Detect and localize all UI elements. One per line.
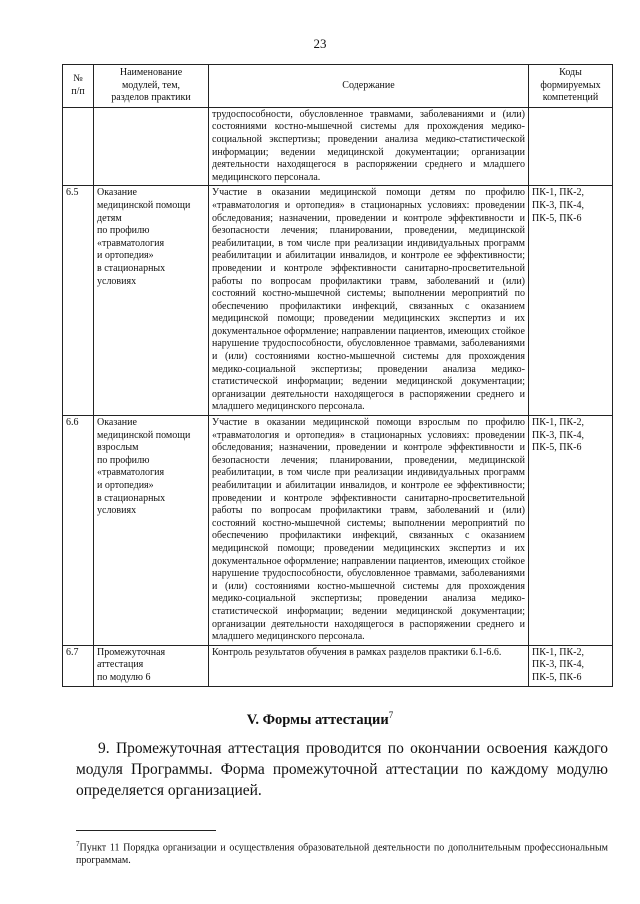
row-codes	[529, 107, 613, 186]
header-num: № п/п	[63, 65, 94, 108]
section-heading	[0, 710, 640, 729]
row-codes: ПК-1, ПК-2, ПК-3, ПК-4, ПК-5, ПК-6	[529, 645, 613, 686]
row-num	[63, 107, 94, 186]
row-content: Контроль результатов обучения в рамках разделов практики 6.1-6.6.	[209, 645, 529, 686]
header-content: Содержание	[209, 65, 529, 108]
section-heading-text: V. Формы аттестации	[246, 711, 389, 728]
table-row	[63, 186, 613, 416]
footnote-mark: 7	[76, 840, 80, 848]
footnote-divider	[76, 830, 216, 831]
row-num: 6.7	[63, 645, 94, 686]
table-row	[63, 416, 613, 646]
header-module: Наименование модулей, тем, разделов практики	[94, 65, 209, 108]
row-content: трудоспособности, обусловленное травмами, заболеваниями и (или) состояниями костно-мышечной системы для прохождения медико-социальной экспертизы; проведении анализа медико-статистической информации; ведении медицинской документации; организации деятельности находящегося в распоряжении среднего и младшего медицинского персонала.	[209, 107, 529, 186]
header-codes: Коды формируемых компетенций	[529, 65, 613, 108]
row-num: 6.6	[63, 416, 94, 646]
row-codes: ПК-1, ПК-2, ПК-3, ПК-4, ПК-5, ПК-6	[529, 416, 613, 646]
body-paragraph: 9. Промежуточная аттестация проводится по окончании освоения каждого модуля Программы. Форма промежуточной аттестации по каждому модулю определяется организацией.	[76, 740, 608, 799]
row-content: Участие в оказании медицинской помощи детям по профилю «травматология и ортопедия» в стационарных условиях: проведении обследования; назначении, проведении и контроле эффективности и безопасности лечения; планировании, проведении, медицинской реабилитации, в том числе при реализации индивидуальных программ реабилитации и абилитации инвалидов, и контроле ее эффективности; проведении и контроле эффективности санитарно-просветительной работы по вопросам профилактики травм, заболеваний и (или) состояний костно-мышечной системы; выполнении мероприятий по обеспечению профилактики инфекций, связанных с оказанием медицинской помощи; проведении медицинских экспертиз и их документальное оформление; направлении пациентов, имеющих стойкое нарушение трудоспособности, обусловленное травмами, заболеваниями и (или) состояниями костно-мышечной системы для прохождения медико-социальной экспертизы; проведении анализа медико-статистической информации; ведении медицинской документации; организации деятельности находящегося в распоряжении среднего и младшего медицинского персонала.	[209, 186, 529, 416]
table-header-row	[63, 65, 613, 108]
row-codes: ПК-1, ПК-2, ПК-3, ПК-4, ПК-5, ПК-6	[529, 186, 613, 416]
row-module: Оказание медицинской помощи взрослым по профилю «травматология и ортопедия» в стационарных условиях	[94, 416, 209, 646]
row-module: Промежуточная аттестация по модулю 6	[94, 645, 209, 686]
footnote-text: Пункт 11 Порядка организации и осуществления образовательной деятельности по дополнительным профессиональным программам.	[76, 842, 608, 867]
row-content: Участие в оказании медицинской помощи взрослым по профилю «травматология и ортопедия» в стационарных условиях: проведении обследования; назначении, проведении и контроле эффективности и безопасности лечения; планировании, проведении, медицинской реабилитации, в том числе при реализации индивидуальных программ реабилитации и абилитации инвалидов, и контроле ее эффективности; проведении и контроле эффективности санитарно-просветительной работы по вопросам профилактики травм, заболеваний и (или) состояний костно-мышечной системы; выполнении мероприятий по обеспечению профилактики инфекций, связанных с оказанием медицинской помощи; проведении медицинских экспертиз и их документальное оформление; направлении пациентов, имеющих стойкое нарушение трудоспособности, обусловленное травмами, заболеваниями и (или) состояниями костно-мышечной системы для прохождения медико-социальной экспертизы; проведении анализа медико-статистической информации; ведении медицинской документации; организации деятельности находящегося в распоряжении среднего и младшего медицинского персонала.	[209, 416, 529, 646]
footnote-reference: 7	[388, 710, 394, 720]
page-number: 23	[313, 36, 327, 51]
row-module: Оказание медицинской помощи детям по профилю «травматология и ортопедия» в стационарных условиях	[94, 186, 209, 416]
footnote	[76, 838, 608, 867]
row-num: 6.5	[63, 186, 94, 416]
row-module	[94, 107, 209, 186]
table-row	[63, 107, 613, 186]
curriculum-table	[62, 64, 613, 687]
table-row	[63, 645, 613, 686]
